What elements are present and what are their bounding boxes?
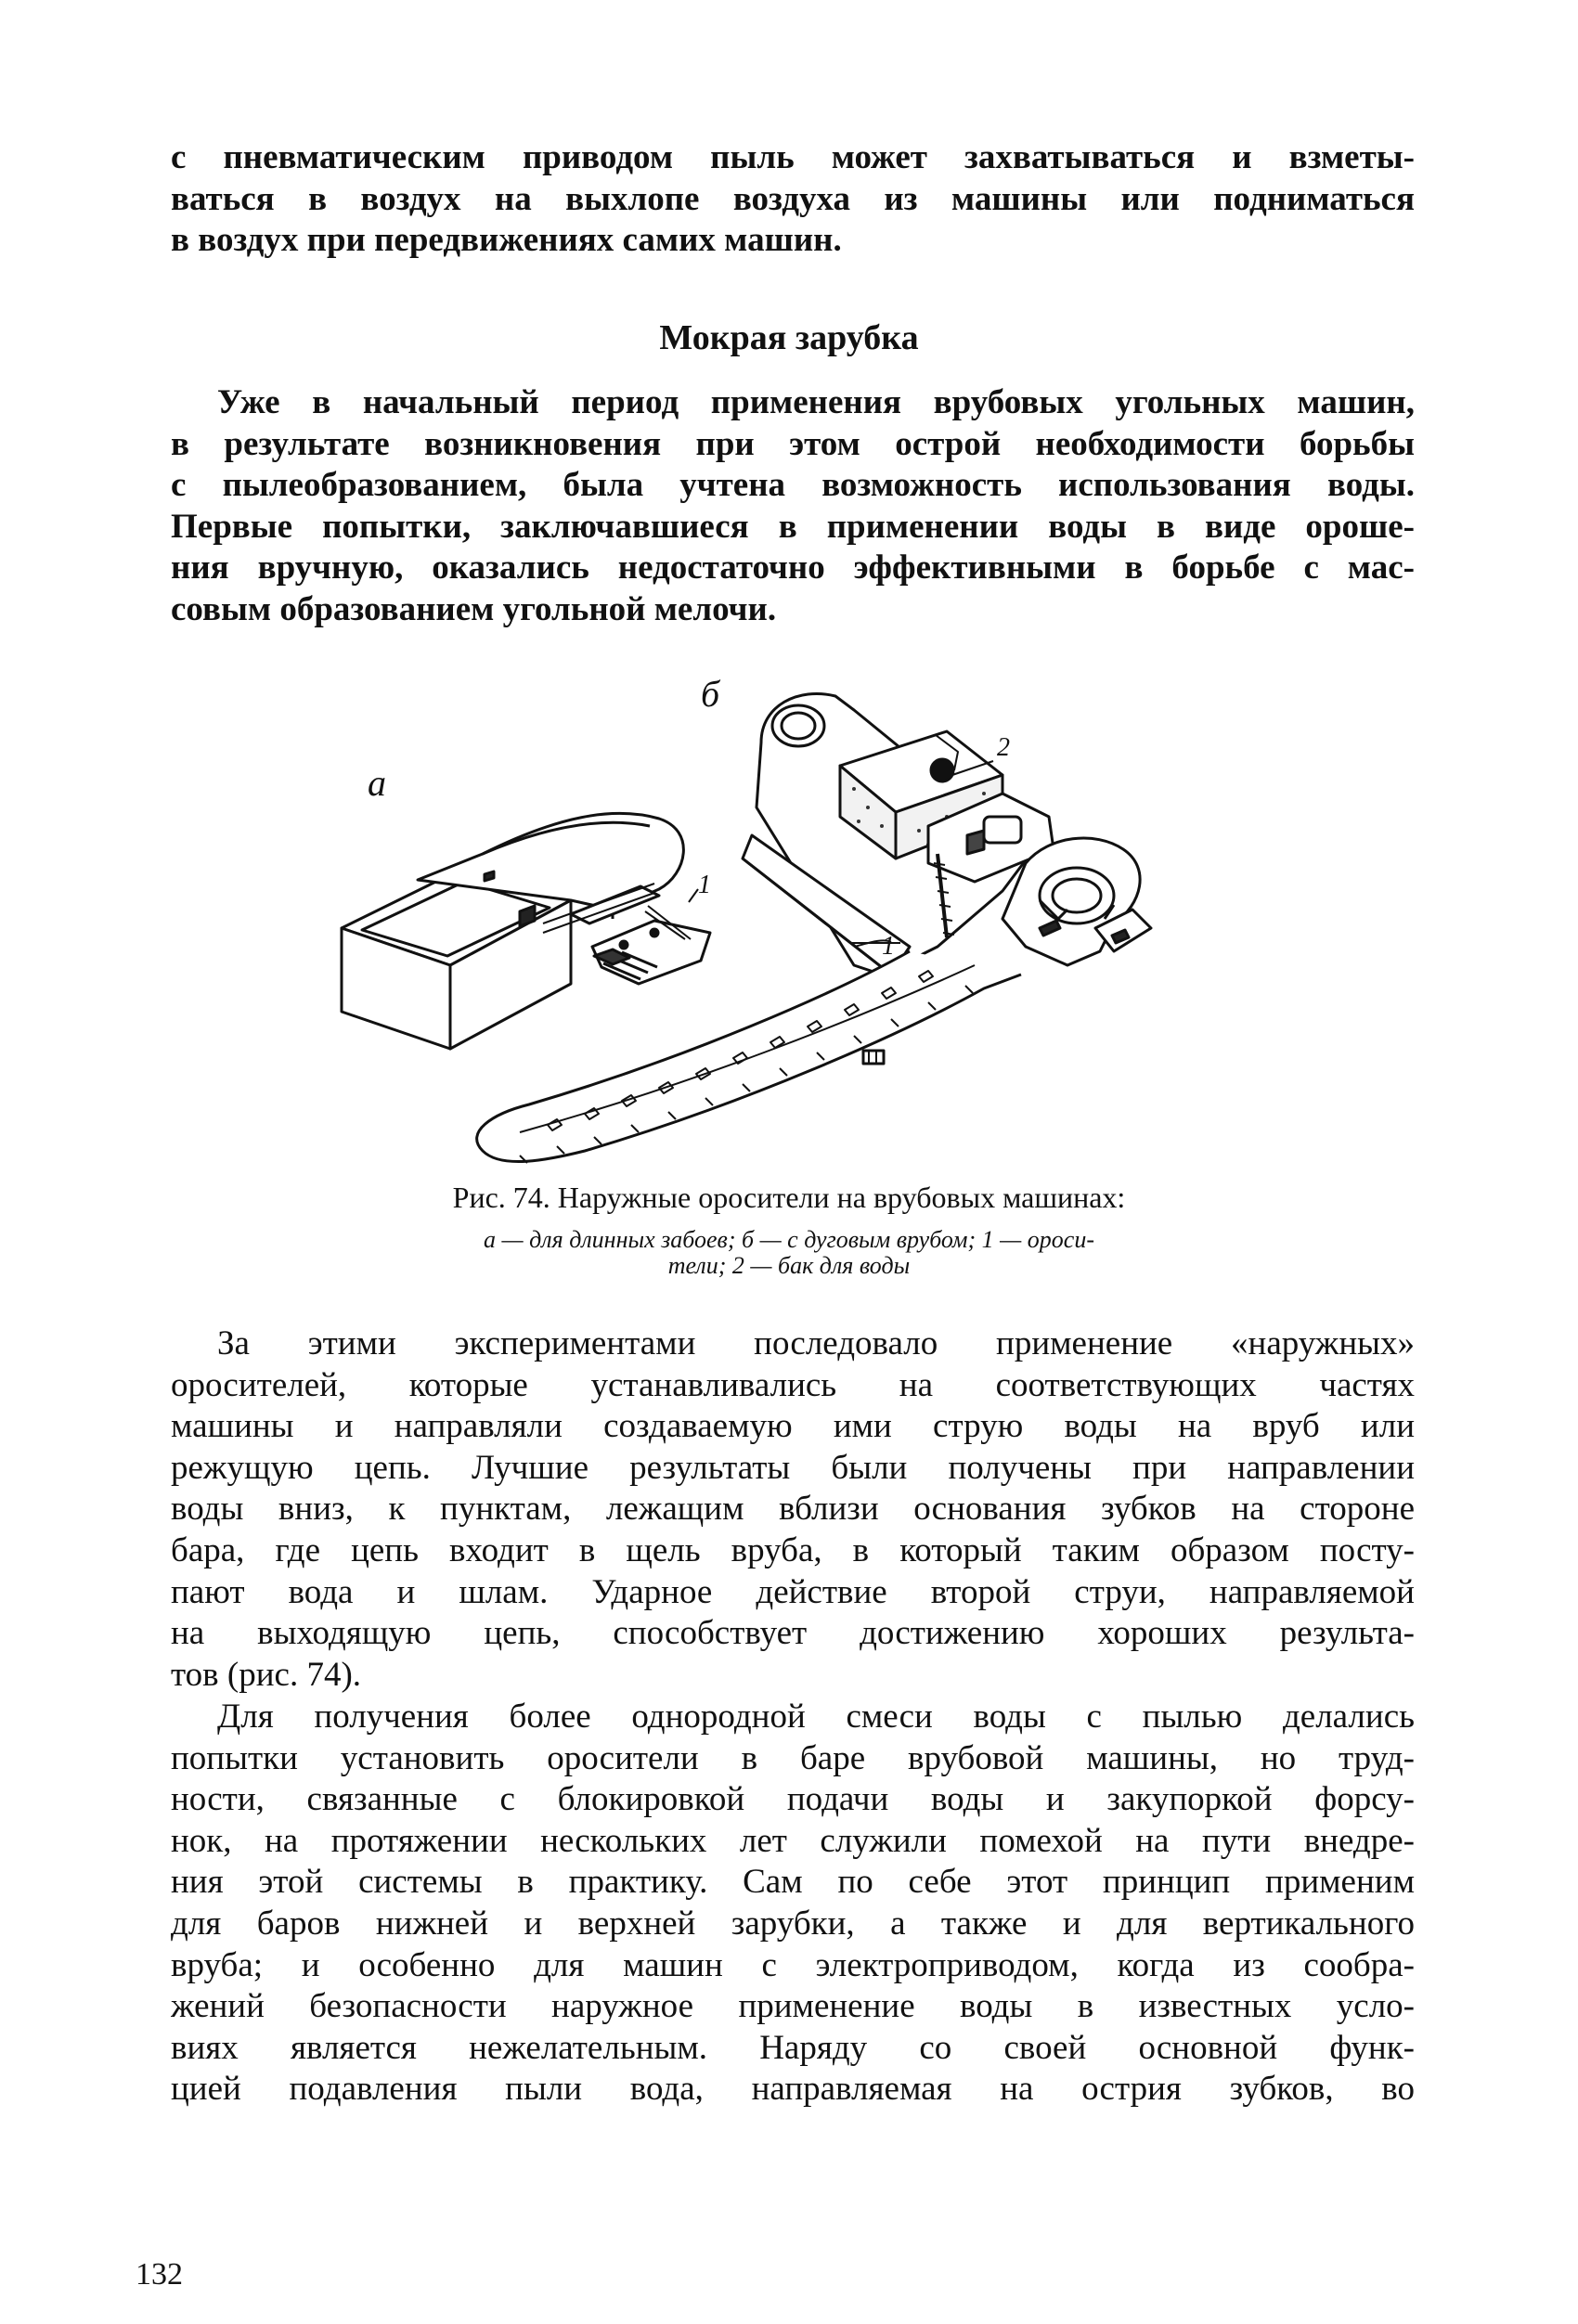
text-line: тов (рис. 74). bbox=[171, 1655, 362, 1694]
page-number: 132 bbox=[136, 2257, 183, 2292]
text-line: виях является нежелательным. Наряду со своей основной функ- bbox=[171, 2028, 1415, 2067]
text-line: на выходящую цепь, способствует достижению хороших результа- bbox=[171, 1614, 1415, 1653]
text-line: вруба; и особенно для машин с электроприводом, когда из сообра- bbox=[171, 1945, 1415, 1984]
text-line: жений безопасности наружное применение воды в известных усло- bbox=[171, 1987, 1415, 2026]
text-line: Уже в начальный период применения врубовых угольных машин, bbox=[217, 383, 1415, 421]
callout-2: 2 bbox=[997, 733, 1010, 762]
figure-label-b: б bbox=[701, 673, 720, 715]
text-line: с пневматическим приводом пыль может захватываться и взметы- bbox=[171, 138, 1415, 176]
figure-label-a: а bbox=[368, 762, 386, 804]
text-line: с пылеобразованием, была учтена возможность использования воды. bbox=[171, 466, 1415, 505]
text-line: машины и направляли создаваемую ими струю воды на вруб или bbox=[171, 1407, 1415, 1446]
callout-1-a: 1 bbox=[698, 871, 711, 899]
text-line: ния этой системы в практику. Сам по себе этот принцип применим bbox=[171, 1863, 1415, 1902]
callout-1-b: 1 bbox=[882, 932, 895, 961]
text-line: совым образованием угольной мелочи. bbox=[171, 589, 777, 628]
text-line: бара, где цепь входит в щель вруба, в который таким образом посту- bbox=[171, 1530, 1415, 1569]
text-line: ния вручную, оказались недостаточно эффективными в борьбе с мас- bbox=[171, 549, 1415, 587]
text-line: цией подавления пыли вода, направляемая на острия зубков, во bbox=[171, 2070, 1415, 2109]
figure-illustration bbox=[334, 668, 1225, 1169]
text-line: ваться в воздух на выхлопе воздуха из машины или подниматься bbox=[171, 179, 1415, 218]
paragraph-wet-cutting bbox=[171, 382, 1415, 631]
text-line: в воздух при передвижениях самих машин. bbox=[171, 221, 842, 260]
text-line: нок, на протяжении нескольких лет служили помехой на пути внедре- bbox=[171, 1821, 1415, 1860]
figure-caption: Рис. 74. Наружные оросители на врубовых машинах: bbox=[452, 1181, 1126, 1214]
text-line: пают вода и шлам. Ударное действие второй струи, направляемой bbox=[171, 1572, 1415, 1611]
figure-legend bbox=[0, 1227, 1578, 1279]
machine-a-drawing bbox=[342, 813, 710, 1049]
text-line: воды вниз, к пунктам, лежащим вблизи основания зубков на стороне bbox=[171, 1490, 1415, 1529]
text-line: Для получения более однородной смеси воды с пылью делались bbox=[217, 1698, 1415, 1736]
machine-b-drawing bbox=[477, 693, 1151, 1163]
text-line: За этими экспериментами последовало применение «наружных» bbox=[217, 1324, 1415, 1362]
paragraph-bar-sprayers bbox=[171, 1697, 1415, 2111]
text-line: попытки установить оросители в баре врубовой машины, но труд- bbox=[171, 1738, 1415, 1777]
figure-74 bbox=[334, 668, 1225, 1169]
section-heading: Мокрая зарубка bbox=[659, 318, 919, 357]
text-line: режущую цепь. Лучшие результаты были получены при направлении bbox=[171, 1448, 1415, 1487]
paragraph-intro bbox=[171, 137, 1415, 262]
text-line: в результате возникновения при этом острой необходимости борьбы bbox=[171, 424, 1415, 463]
text-line: Первые попытки, заключавшиеся в применении воды в виде ороше- bbox=[171, 507, 1415, 546]
text-line: оросителей, которые устанавливались на соответствующих частях bbox=[171, 1365, 1415, 1404]
paragraph-external-sprayers bbox=[171, 1323, 1415, 1696]
legend-line: тели; 2 — бак для воды bbox=[667, 1252, 911, 1279]
text-line: ности, связанные с блокировкой подачи воды и закупоркой форсу- bbox=[171, 1780, 1415, 1819]
text-line: для баров нижней и верхней зарубки, а также и для вертикального bbox=[171, 1904, 1415, 1943]
legend-line: а — для длинных забоев; б — с дуговым врубом; 1 — ороси- bbox=[484, 1226, 1094, 1253]
